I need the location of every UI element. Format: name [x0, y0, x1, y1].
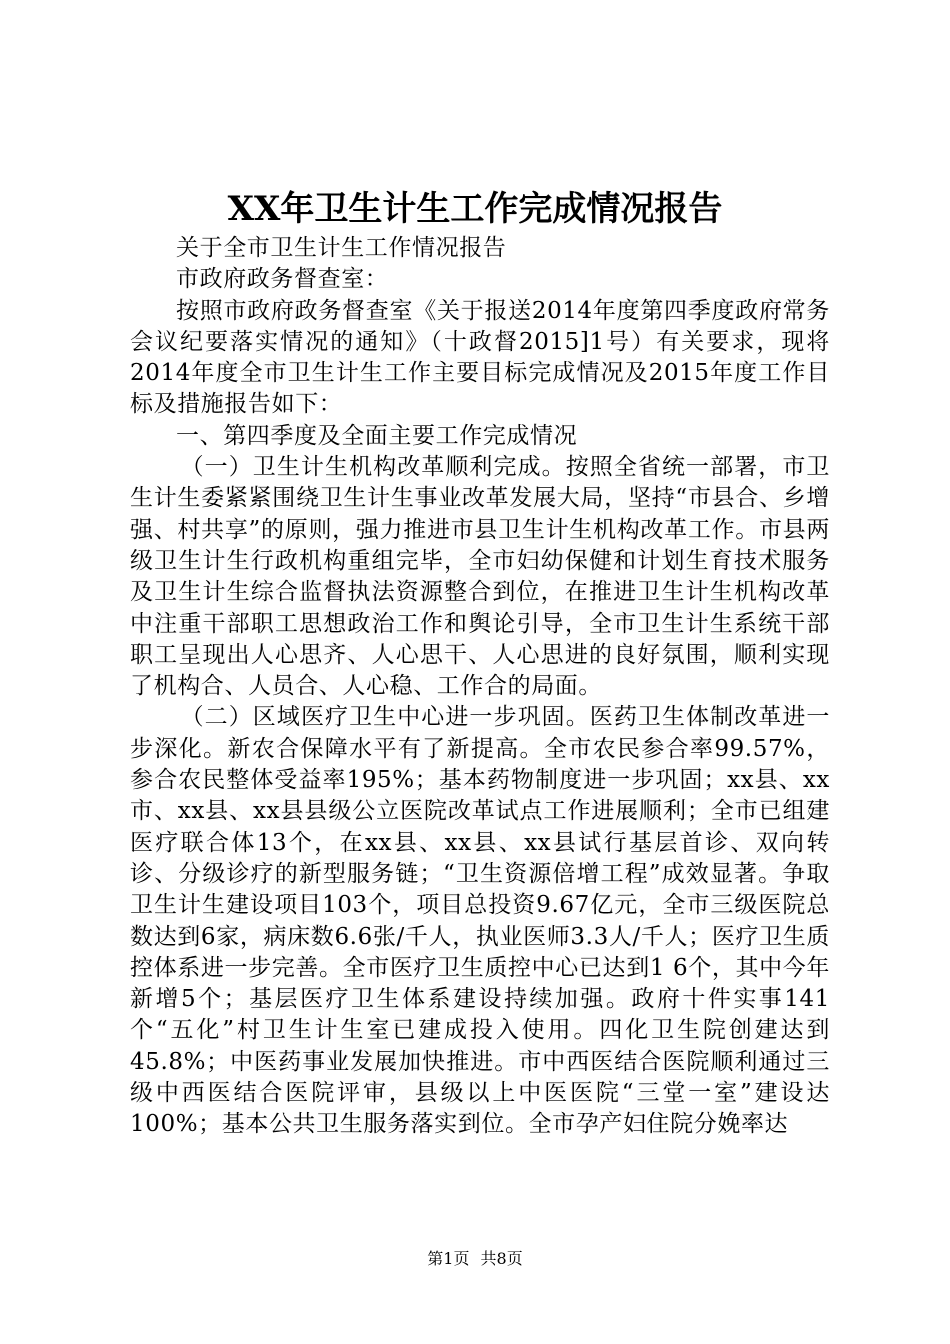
section-heading: 一、第四季度及全面主要工作完成情况 [176, 422, 578, 449]
addressee: 市政府政务督查室： [176, 266, 389, 293]
document-title: XX年卫生计生工作完成情况报告 [227, 189, 723, 229]
intro-paragraph: 按照市政府政务督查室《关于报送2014年度第四季度政府常务会议纪要落实情况的通知》（十政督2015]1号）有关要求，现将2014年度全市卫生计生工作主要目标完成情况及2015年度工作目标及措施报告如下： [130, 297, 830, 418]
document-body [130, 233, 830, 1141]
page-total: 共8页 [480, 1249, 523, 1268]
paragraph-item-1: （一）卫生计生机构改革顺利完成。按照全省统一部署，市卫生计生委紧紧围绕卫生计生事业改革发展大局，坚持“市县合、乡增强、村共享”的原则，强力推进市县卫生计生机构改革工作。市县两级卫生计生行政机构重组完毕，全市妇幼保健和计划生育技术服务及卫生计生综合监督执法资源整合到位，在推进卫生计生机构改革中注重干部职工思想政治工作和舆论引导，全市卫生计生系统干部职工呈现出人心思齐、人心思干、人心思进的良好氛围，顺利实现了机构合、人员合、人心稳、工作合的局面。 [130, 454, 830, 700]
report-heading: 关于全市卫生计生工作情况报告 [176, 235, 507, 261]
paragraph-item-2: （二）区域医疗卫生中心进一步巩固。医药卫生体制改革进一步深化。新农合保障水平有了新提高。全市农民参合率99.57%，参合农民整体受益率195%；基本药物制度进一步巩固；xx县、xx市、xx县、xx县县级公立医院改革试点工作进展顺利；全市已组建医疗联合体13个，在xx县、xx县、xx县试行基层首诊、双向转诊、分级诊疗的新型服务链；“卫生资源倍增工程”成效显著。争取卫生计生建设项目103个，项目总投资9.67亿元，全市三级医院总数达到6家，病床数6.6张/千人，执业医师3.3人/千人；医疗卫生质控体系进一步完善。全市医疗卫生质控中心已达到1 6个，其中今年新增5个；基层医疗卫生体系建设持续加强。政府十件实事141个“五化”村卫生计生室已建成投入使用。四化卫生院创建达到45.8%；中医药事业发展加快推进。市中西医结合医院顺利通过三级中西医结合医院评审，县级以上中医医院“三堂一室”建设达100%；基本公共卫生服务落实到位。全市孕产妇住院分娩率达 [130, 704, 830, 1138]
page-number: 第1页 [427, 1249, 470, 1268]
page-footer [0, 1248, 950, 1270]
